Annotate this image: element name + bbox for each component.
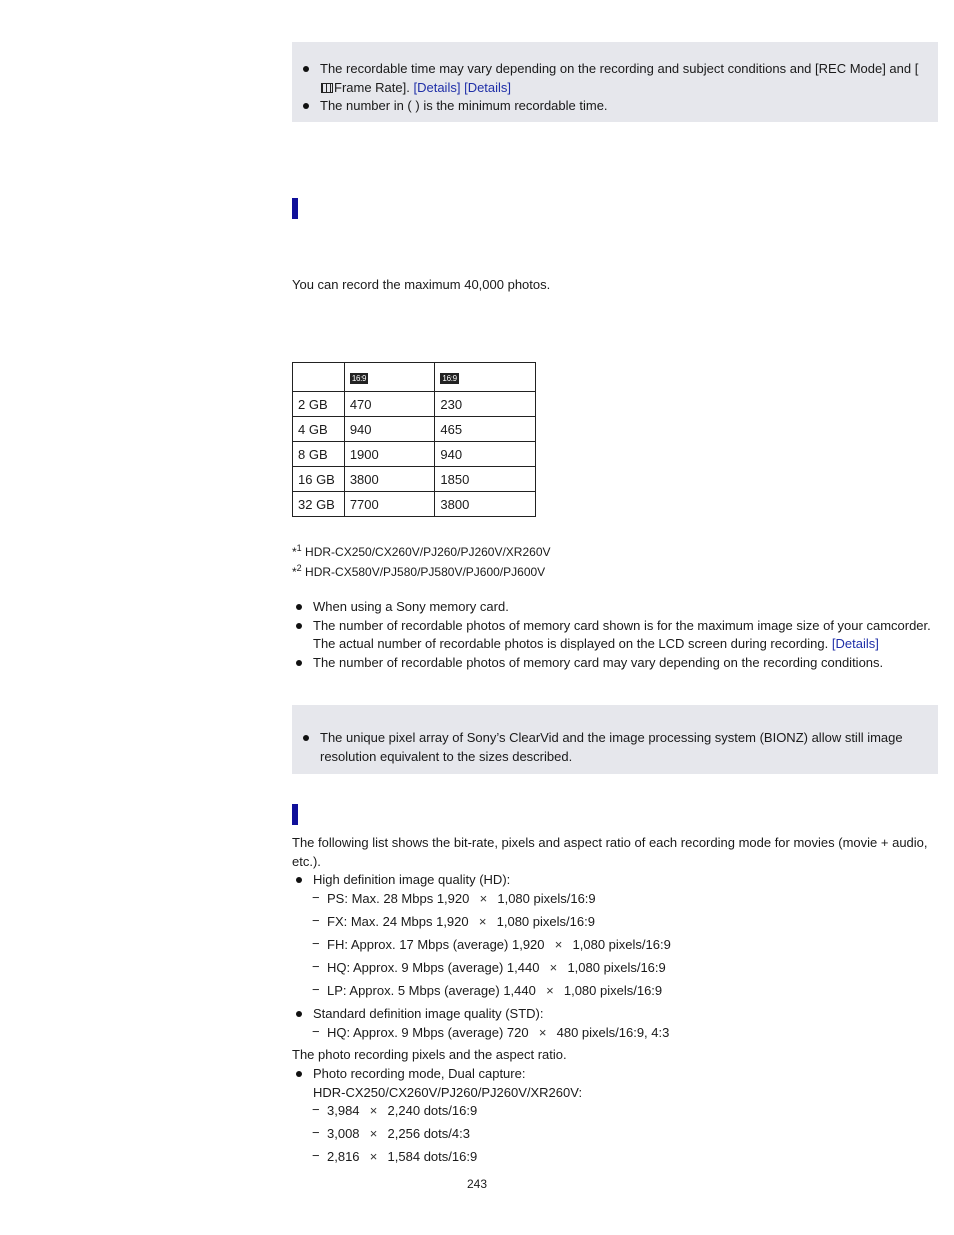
dash-icon (312, 1148, 322, 1163)
multiply-icon: × (549, 960, 558, 975)
multiply-icon: × (554, 937, 563, 952)
list-item: When using a Sony memory card. (292, 598, 932, 617)
multiply-icon: × (546, 983, 554, 998)
dash-icon (312, 890, 322, 905)
table-row: 16 GB 3800 1850 (293, 467, 536, 492)
intro-text: You can record the maximum 40,000 photos. (292, 277, 551, 292)
dash-icon (312, 982, 322, 997)
hd-line: HQ: Approx. 9 Mbps (average) 1,440 × 1,080 pixels/16:9 (327, 960, 666, 975)
hd-line: FH: Approx. 17 Mbps (average) 1,920 × 1,080 pixels/16:9 (327, 937, 671, 952)
multiply-icon: × (478, 914, 487, 929)
hd-label-list (292, 871, 892, 890)
section-heading-marker (292, 804, 298, 825)
footnote-2: *$^2$ HDR-CX580V/PJ580/PJ580V/PJ600/PJ600V (292, 563, 546, 579)
table-row: 2 GB 470 230 (293, 392, 536, 417)
std-label-list (292, 1005, 892, 1024)
aspect-ratio-icon: 16:9 (351, 373, 367, 383)
photo-intro: The photo recording pixels and the aspect ratio. (292, 1047, 567, 1062)
section-heading-marker (292, 198, 298, 219)
list-item: High definition image quality (HD): (292, 871, 892, 890)
hd-line: FX: Max. 24 Mbps 1,920 × 1,080 pixels/16:9 (327, 914, 595, 929)
table-row: 8 GB 1900 940 (293, 442, 536, 467)
details-link[interactable]: [Details] (413, 79, 461, 95)
note-minimum-time: The number in ( ) is the minimum recordable time. (292, 97, 932, 116)
table-row: 32 GB 7700 3800 (293, 492, 536, 517)
dash-icon (312, 1102, 322, 1117)
multiply-icon: × (369, 1126, 378, 1141)
note-recordable-time: The recordable time may vary depending on the recording and subject conditions and [REC Mode] and [Frame Rate]. [Details] [Details] (292, 60, 932, 97)
dash-icon (312, 1125, 322, 1140)
notes-box-2 (292, 705, 938, 774)
list-item: Photo recording mode, Dual capture: HDR-CX250/CX260V/PJ260/PJ260V/XR260V: (292, 1065, 892, 1102)
dash-icon (312, 1024, 322, 1039)
photo-line: 3,984 × 2,240 dots/16:9 (327, 1103, 478, 1118)
dash-icon (312, 936, 322, 951)
photo-line: 3,008 × 2,256 dots/4:3 (327, 1126, 470, 1141)
photo-mode-list (292, 1065, 892, 1102)
details-link[interactable]: [Details] (831, 636, 879, 651)
note-clearvid: The unique pixel array of Sony’s ClearVid and the image processing system (BIONZ) allow still image resolution equivalent to the sizes described. (292, 729, 907, 766)
multiply-icon: × (479, 891, 488, 906)
multiply-icon: × (369, 1149, 378, 1164)
list-item: The number of recordable photos of memory card may vary depending on the recording conditions. (292, 654, 932, 673)
multiply-icon: × (369, 1103, 378, 1118)
table-row: 4 GB 940 465 (293, 417, 536, 442)
hd-line: LP: Approx. 5 Mbps (average) 1,440 × 1,080 pixels/16:9 (327, 983, 663, 998)
multiply-icon: × (538, 1025, 547, 1040)
list-item: Standard definition image quality (STD): (292, 1005, 892, 1024)
page-number: 243 (466, 1177, 488, 1191)
photo-notes-list (292, 598, 932, 672)
dash-icon (312, 913, 322, 928)
film-frame-icon (321, 83, 333, 93)
table-header-row (293, 363, 536, 392)
notes-box-1 (292, 42, 938, 122)
aspect-ratio-icon: 16:9 (442, 373, 457, 383)
footnote-1: *$^1$ HDR-CX250/CX260V/PJ260/PJ260V/XR260V (292, 543, 551, 559)
photo-line: 2,816 × 1,584 dots/16:9 (327, 1149, 478, 1164)
bitrate-intro: The following list shows the bit-rate, pixels and aspect ratio of each recording mode for movies (movie + audio, etc.). (292, 835, 928, 869)
std-line: HQ: Approx. 9 Mbps (average) 720 × 480 pixels/16:9, 4:3 (327, 1025, 670, 1040)
dash-icon (312, 959, 322, 974)
details-link[interactable]: [Details] (464, 79, 512, 95)
photo-capacity-table (292, 362, 536, 517)
list-item: The number of recordable photos of memory card shown is for the maximum image size of your camcorder. The actual number of recordable photos is displayed on the LCD screen during recording. [Details] (292, 617, 932, 654)
hd-line: PS: Max. 28 Mbps 1,920 × 1,080 pixels/16:9 (327, 891, 596, 906)
